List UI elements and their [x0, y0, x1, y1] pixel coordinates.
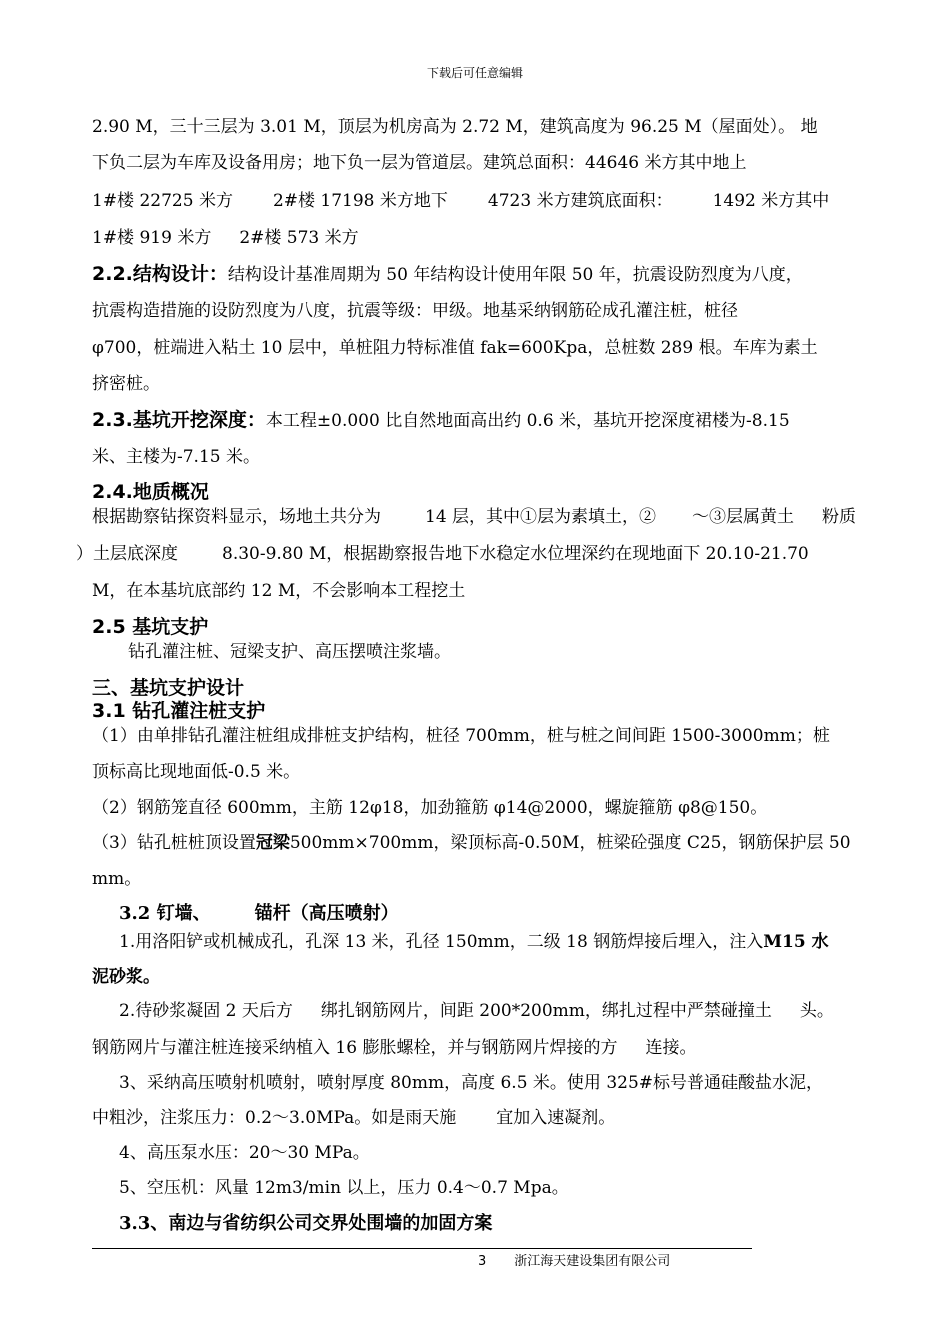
paragraph-line [92, 226, 359, 250]
paragraph-line: （2）钢筋笼直径 600mm，主筋 12φ18，加劲箍筋 φ14@2000，螺旋箍筋 φ8@150。 [92, 798, 768, 818]
text-span: 1.用洛阳铲或机械成孔，孔深 13 米，孔径 150mm，二级 18 钢筋焊接后埋入，注入 [119, 932, 764, 952]
paragraph-line [92, 1106, 615, 1130]
text-span: 锚杆（高压喷射） [254, 903, 399, 924]
paragraph-line: 下负二层为车库及设备用房；地下负一层为管道层。建筑总面积：44646 米方其中地上 [92, 153, 747, 173]
text-span: 头。 [799, 1001, 834, 1021]
text-span: 1492 米方其中 [712, 191, 830, 211]
paragraph-line [76, 542, 809, 566]
text-span: 中粗沙，注浆压力：0.2～3.0MPa。如是雨天施 [92, 1108, 457, 1128]
paragraph-line: 米、主楼为-7.15 米。 [92, 447, 260, 467]
page-footer [478, 1250, 670, 1269]
paragraph-line: 挤密桩。 [92, 374, 160, 394]
paragraph-line: 4、高压泵水压：20～30 MPa。 [119, 1143, 370, 1163]
company-name: 浙江海天建设集团有限公司 [514, 1254, 671, 1269]
text-span: ～③层属黄土 [692, 507, 795, 527]
paragraph-line [92, 262, 803, 287]
page-number: 3 [478, 1254, 487, 1269]
section-heading-3-1: 3.1 钻孔灌注桩支护 [92, 700, 266, 722]
section-heading-2-2: 2.2.结构设计： [92, 263, 228, 285]
text-span: 2#楼 573 米方 [239, 228, 359, 248]
paragraph-line [92, 831, 851, 855]
text-span: 宜加入速凝剂。 [496, 1108, 616, 1128]
text-span: ）土层底深度 [76, 544, 178, 564]
text-span: 钢筋网片与灌注桩连接采纳植入 16 膨胀螺栓，并与钢筋网片焊接的方 [92, 1038, 618, 1058]
text-span: 粉质 [822, 507, 857, 527]
text-span: 连接。 [645, 1038, 697, 1058]
paragraph-line: 2.90 M，三十三层为 3.01 M，顶层为机房高为 2.72 M，建筑高度为 96.25 M（屋面处）。 地 [92, 117, 818, 137]
text-span: 8.30-9.80 M，根据勘察报告地下水稳定水位埋深约在现地面下 20.10-21.70 [222, 544, 809, 564]
text-span: （3）钻孔桩桩顶设置 [92, 833, 256, 853]
paragraph-line [92, 408, 790, 433]
paragraph-line [92, 189, 829, 213]
paragraph-line [119, 930, 829, 954]
text-span: 2.待砂浆凝固 2 天后方 [119, 1001, 293, 1021]
paragraph-line: 顶标高比现地面低-0.5 米。 [92, 762, 301, 782]
text-span-bold: 冠梁 [255, 833, 290, 853]
text-span-bold: M15 水 [763, 932, 829, 952]
paragraph-line: （1）由单排钻孔灌注桩组成排桩支护结构，桩径 700mm，桩与桩之间间距 1500-3000mm；桩 [92, 726, 830, 746]
paragraph-line: 泥砂浆。 [92, 967, 160, 987]
text-span: 1#楼 919 米方 [92, 228, 212, 248]
text-span: 绑扎钢筋网片，间距 200*200mm，绑扎过程中严禁碰撞土 [320, 1001, 772, 1021]
paragraph-line [119, 999, 834, 1023]
text-span: 本工程±0.000 比自然地面高出约 0.6 米，基坑开挖深度裙楼为-8.15 [265, 411, 790, 431]
chapter-heading-3: 三、基坑支护设计 [92, 677, 245, 699]
text-span: 500mm×700mm，梁顶标高-0.50M，桩梁砼强度 C25，钢筋保护层 50 [289, 833, 851, 853]
paragraph-line: 3、采纳高压喷射机喷射，喷射厚度 80mm，高度 6.5 米。使用 325#标号普通硅酸盐水泥， [119, 1073, 824, 1093]
paragraph-line: 抗震构造措施的设防烈度为八度，抗震等级：甲级。地基采纳钢筋砼成孔灌注桩，桩径 [92, 301, 738, 321]
footer-rule [92, 1248, 752, 1249]
text-span: 2#楼 17198 米方地下 [272, 191, 448, 211]
paragraph-line: φ700，桩端进入粘土 10 层中，单桩阻力特标准值 fak=600Kpa，总桩数 289 根。车库为素土 [92, 338, 818, 358]
section-heading-3-3: 3.3、南边与省纺织公司交界处围墙的加固方案 [119, 1213, 493, 1234]
text-span: 根据勘察钻探资料显示，场地土共分为 [92, 507, 381, 527]
page-header: 下载后可任意编辑 [426, 66, 523, 80]
paragraph-line [92, 1036, 696, 1060]
paragraph-line [92, 505, 856, 529]
paragraph-line: 5、空压机：风量 12m3/min 以上，压力 0.4～0.7 Mpa。 [119, 1178, 569, 1198]
paragraph-line: 钻孔灌注桩、冠梁支护、高压摆喷注浆墙。 [128, 642, 451, 662]
section-heading-2-4: 2.4.地质概况 [92, 481, 209, 503]
paragraph-line: M，在本基坑底部约 12 M，不会影响本工程挖土 [92, 581, 466, 601]
section-heading-2-3: 2.3.基坑开挖深度： [92, 409, 266, 431]
text-span: 结构设计基准周期为 50 年结构设计使用年限 50 年，抗震设防烈度为八度， [227, 265, 803, 285]
text-span: 14 层，其中①层为素填土，② [425, 507, 657, 527]
text-span: 3.2 钉墙、 [119, 903, 211, 924]
section-heading-3-2 [119, 902, 399, 926]
text-span: 4723 米方建筑底面积： [487, 191, 673, 211]
section-heading-2-5: 2.5 基坑支护 [92, 616, 209, 638]
text-span: 1#楼 22725 米方 [92, 191, 233, 211]
paragraph-line: mm。 [92, 869, 142, 889]
